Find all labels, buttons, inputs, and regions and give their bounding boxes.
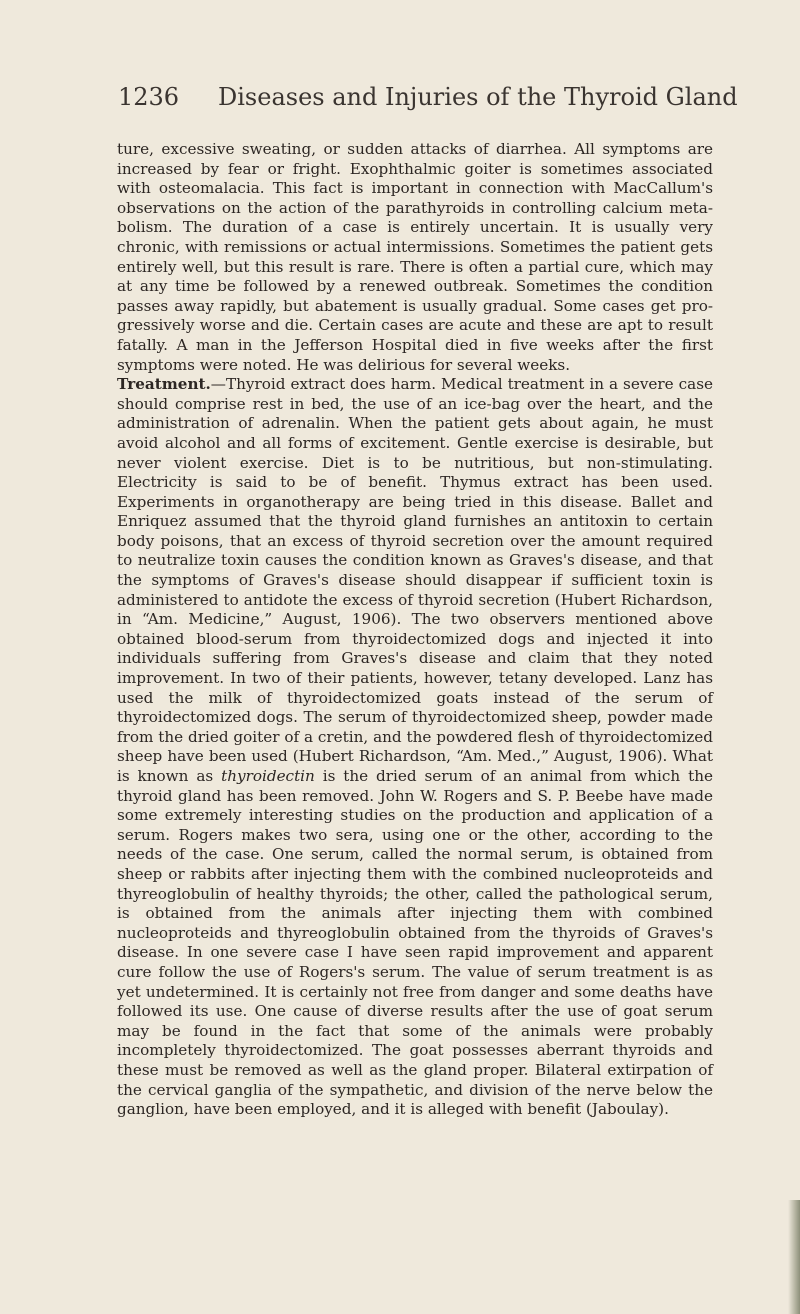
page-edge-shadow <box>788 1200 800 1314</box>
paragraph-treatment <box>117 375 713 1120</box>
running-head-title: Diseases and Injuries of the Thyroid Gland <box>218 83 738 111</box>
page-number: 1236 <box>118 83 180 111</box>
treatment-text-part-2: is the dried serum of an animal from which the thyroid gland has been removed. John W. Rogers and S. P. Beebe have made some extremely interesting studies on the production and application of a serum. Rogers makes two sera, using one or the other, according to the needs of the case. One serum, called the normal serum, is obtained from sheep or rabbits after injecting them with the combined nucleoproteids and thyreoglobulin of healthy thyroids; the other, called the pathological serum, is obtained from the animals after injecting them with combined nucleoproteids and thyreoglobulin obtained from the thyroids of Graves's disease. In one severe case I have seen rapid improvement and apparent cure follow the use of Rogers's serum. The value of serum treatment is as yet undetermined. It is certainly not free from danger and some deaths have followed its use. One cause of diverse results after the use of goat serum may be found in the fact that some of the animals were probably incompletely thyroidectomized. The goat possesses aberrant thyroids and these must be removed as well as the gland proper. Bilateral extirpation of the cervical ganglia of the sympathetic, and division of the nerve below the ganglion, have been employed, and it is alleged with benefit (Jaboulay). <box>117 767 713 1119</box>
paragraph-symptoms: ture, excessive sweating, or sudden attacks of diarrhea. All symptoms are increased by fear or fright. Exophthalmic goiter is sometimes associated with osteomalacia. This fact is important in connection with MacCallum's observations on the action of the parathyroids in controlling calcium metabolism. The duration of a case is entirely uncertain. It is usually very chronic, with remissions or actual intermissions. Sometimes the patient gets entirely well, but this result is rare. There is often a partial cure, which may at any time be followed by a renewed outbreak. Sometimes the condition passes away rapidly, but abatement is usually gradual. Some cases get progressively worse and die. Certain cases are acute and these are apt to result fatally. A man in the Jefferson Hospital died in five weeks after the first symptoms were noted. He was delirious for several weeks. <box>117 140 713 374</box>
body-text <box>117 140 713 1120</box>
running-head <box>118 82 738 112</box>
section-heading-treatment: Treatment. <box>117 375 211 394</box>
italic-term-thyroidectin: thyroidectin <box>221 767 315 785</box>
treatment-text-part-1: —Thyroid extract does harm. Medical treatment in a severe case should comprise rest in bed, the use of an ice-bag over the heart, and the administration of adrenalin. When the patient gets about again, he must avoid alcohol and all forms of excitement. Gentle exercise is desirable, but never violent exercise. Diet is to be nutritious, but non-stimulating. Electricity is said to be of benefit. Thymus extract has been used. Experiments in organotherapy are being tried in this disease. Ballet and Enriquez assumed that the thyroid gland furnishes an antitoxin to certain body poisons, that an excess of thyroid secretion over the amount required to neutralize toxin causes the condition known as Graves's disease, and that the symptoms of Graves's disease should disappear if sufficient toxin is administered to antidote the excess of thyroid secretion (Hubert Richardson, in “Am. Medicine,” August, 1906). The two observers mentioned above obtained blood-serum from thyroidectomized dogs and injected it into individuals suffering from Graves's disease and claim that they noted improvement. In two of their patients, however, tetany developed. Lanz has used the milk of thyroidectomized goats instead of the serum of thyroidectomized dogs. The serum of thyroidectomized sheep, powder made from the dried goiter of a cretin, and the powdered flesh of thyroidectomized sheep have been used (Hubert Richardson, “Am. Med.,” August, 1906). What is known as <box>117 375 713 785</box>
